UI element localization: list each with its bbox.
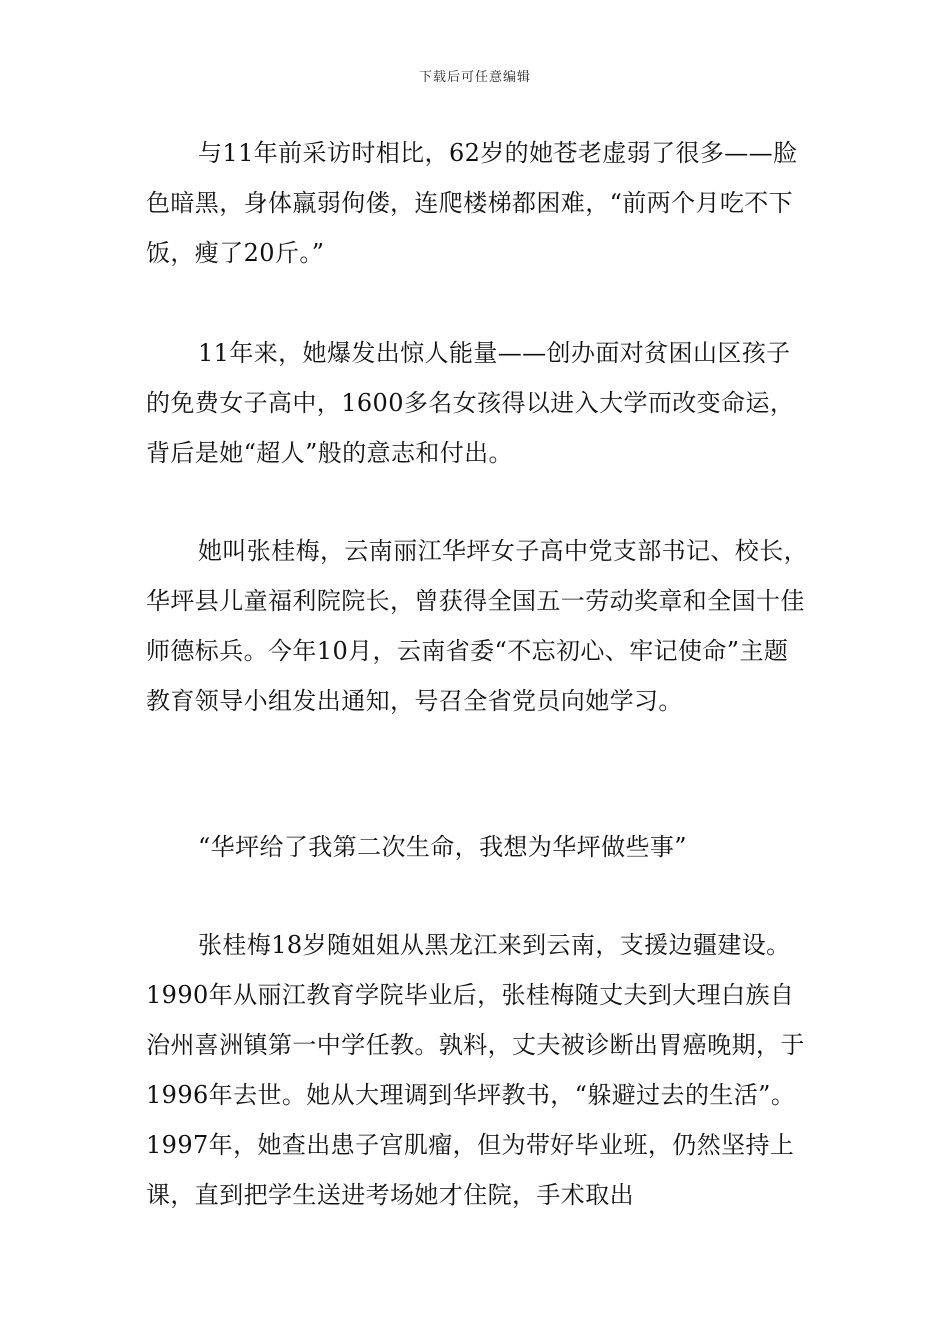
paragraph-1: 与11年前采访时相比，62岁的她苍老虚弱了很多——脸色暗黑，身体羸弱佝偻，连爬楼梯都困难，“前两个月吃不下饭，瘦了20斤。” bbox=[146, 139, 798, 267]
paragraph-4: 张桂梅18岁随姐姐从黑龙江来到云南，支援边疆建设。1990年从丽江教育学院毕业后，张桂梅随丈夫到大理白族自治州喜洲镇第一中学任教。孰料，丈夫被诊断出胃癌晚期，于1996年去世。她从大理调到华坪教书，“躲避过去的生活”。1997年，她查出患子宫肌瘤，但为带好毕业班，仍然坚持上课，直到把学生送进考场她才住院，手术取出 bbox=[146, 931, 805, 1209]
section-heading: “华坪给了我第二次生命，我想为华坪做些事” bbox=[198, 833, 687, 861]
page-header: 下载后可任意编辑 bbox=[418, 70, 531, 85]
paragraph-2: 11年来，她爆发出惊人能量——创办面对贫困山区孩子的免费女子高中，1600多名女孩得以进入大学而改变命运，背后是她“超人”般的意志和付出。 bbox=[146, 339, 795, 467]
paragraph-3: 她叫张桂梅，云南丽江华坪女子高中党支部书记、校长，华坪县儿童福利院院长，曾获得全国五一劳动奖章和全国十佳师德标兵。今年10月，云南省委“不忘初心、牢记使命”主题教育领导小组发出通知，号召全省党员向她学习。 bbox=[146, 537, 808, 715]
